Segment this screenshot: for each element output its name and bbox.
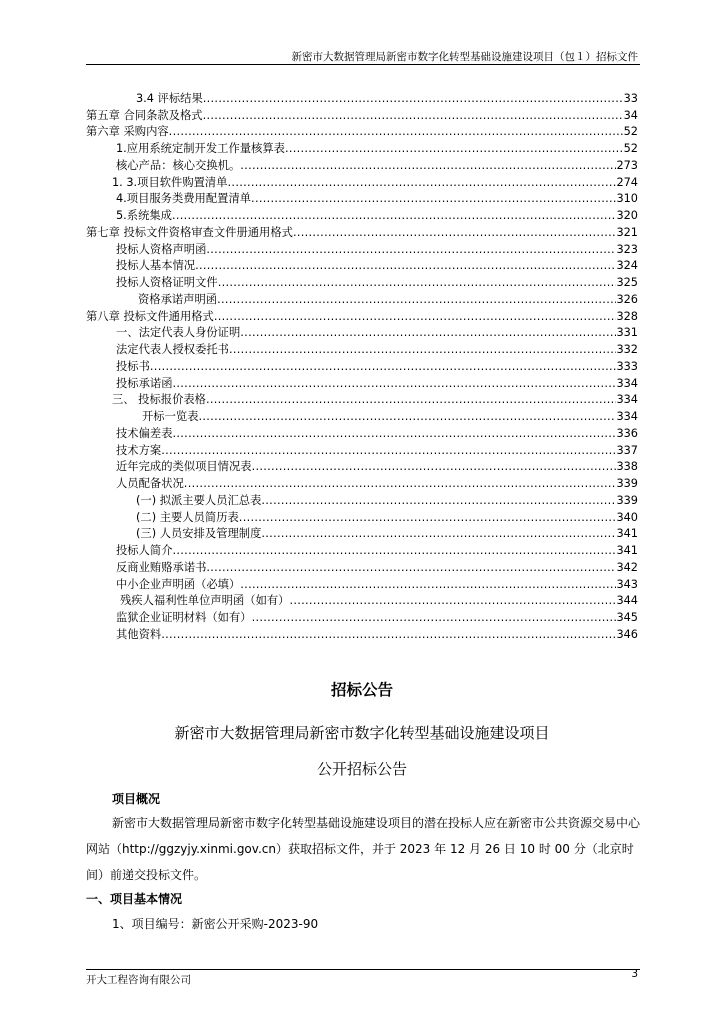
toc-entry[interactable] [86, 440, 638, 457]
toc-entry-title: 中小企业声明函（必填） [116, 577, 241, 591]
toc-entry-page: 33 [623, 91, 638, 105]
toc-leader-dots [228, 176, 617, 189]
table-of-contents [86, 88, 638, 641]
toc-leader-dots [203, 92, 624, 105]
toc-entry[interactable] [86, 323, 638, 340]
toc-entry[interactable] [86, 390, 638, 407]
toc-entry-title: 近年完成的类似项目情况表 [116, 460, 252, 474]
toc-leader-dots [261, 494, 616, 507]
toc-leader-dots [206, 243, 616, 256]
toc-entry-page: 341 [616, 544, 638, 557]
toc-entry-title: 第六章 采购内容 [86, 125, 169, 139]
toc-entry-page: 334 [616, 410, 638, 423]
toc-entry[interactable] [86, 574, 638, 591]
toc-entry-title: 一、法定代表人身份证明 [116, 326, 241, 340]
toc-leader-dots [239, 511, 617, 524]
toc-entry-page: 342 [616, 560, 638, 574]
toc-entry-page: 340 [616, 510, 638, 524]
toc-entry[interactable] [86, 172, 638, 189]
toc-entry-title: 投标人资格证明文件 [116, 276, 218, 289]
toc-leader-dots [173, 377, 617, 390]
toc-leader-dots [240, 578, 616, 591]
toc-entry-title: 3.4 评标结果 [136, 91, 203, 105]
toc-entry[interactable] [86, 88, 638, 105]
toc-entry[interactable] [86, 222, 638, 239]
toc-entry[interactable] [86, 239, 638, 256]
toc-entry-page: 310 [616, 192, 638, 206]
toc-entry-page: 34 [623, 108, 638, 122]
toc-entry-page: 334 [616, 376, 638, 390]
toc-entry[interactable] [86, 540, 638, 557]
toc-entry-page: 341 [616, 527, 638, 541]
toc-entry[interactable] [86, 406, 638, 423]
toc-entry[interactable] [86, 138, 638, 155]
toc-entry[interactable] [86, 339, 638, 356]
toc-entry-page: 346 [616, 627, 638, 641]
toc-entry-page: 325 [616, 276, 638, 289]
notice-subtitle: 公开招标公告 [316, 760, 407, 778]
toc-leader-dots [240, 326, 616, 339]
toc-entry-title: 三、 投标报价表格 [112, 393, 206, 407]
toc-entry-title: 投标承诺函 [116, 376, 173, 390]
toc-entry[interactable] [86, 524, 638, 541]
toc-leader-dots [161, 628, 616, 641]
footer-company: 开大工程咨询有限公司 [86, 974, 191, 986]
toc-entry[interactable] [86, 490, 638, 507]
toc-entry-page: 332 [616, 343, 638, 356]
toc-leader-dots [184, 477, 617, 490]
toc-entry[interactable] [86, 189, 638, 206]
toc-entry-title: 第七章 投标文件资格审查文件册通用格式 [86, 225, 293, 239]
toc-entry[interactable] [86, 272, 638, 289]
toc-entry[interactable] [86, 507, 638, 524]
toc-entry-title: 反商业贿赂承诺书 [116, 560, 207, 574]
toc-entry-page: 324 [616, 259, 638, 273]
toc-leader-dots [173, 544, 617, 557]
notice-heading: 招标公告 [330, 681, 393, 699]
toc-entry-page: 343 [616, 577, 638, 591]
overview-heading: 项目概况 [112, 792, 161, 806]
toc-leader-dots [229, 343, 616, 356]
toc-entry-page: 339 [616, 477, 638, 490]
toc-entry-page: 338 [616, 460, 638, 474]
toc-entry-title: 4.项目服务类费用配置清单 [116, 192, 252, 206]
toc-leader-dots [172, 209, 616, 222]
toc-leader-dots [150, 360, 617, 373]
toc-entry[interactable] [86, 423, 638, 440]
toc-entry[interactable] [86, 205, 638, 222]
toc-entry-page: 336 [616, 426, 638, 440]
toc-entry-title: 投标书 [116, 359, 150, 373]
toc-entry-title: 核心产品：核心交换机。 [116, 158, 241, 172]
toc-entry[interactable] [86, 356, 638, 373]
page-header-title: 新密市大数据管理局新密市数字化转型基础设施建设项目（包１）招标文件 [291, 51, 638, 63]
toc-leader-dots [206, 393, 616, 406]
toc-entry-page: 321 [616, 225, 638, 239]
toc-entry-title: 技术方案 [116, 443, 162, 457]
toc-entry-title: 1.应用系统定制开发工作量核算表 [116, 142, 285, 155]
toc-entry-page: 337 [616, 443, 638, 457]
toc-entry-page: 328 [616, 309, 638, 323]
toc-entry-page: 274 [616, 175, 638, 189]
toc-leader-dots [161, 444, 616, 457]
toc-leader-dots [240, 159, 616, 172]
toc-entry-page: 273 [616, 158, 638, 172]
toc-entry[interactable] [86, 557, 638, 574]
project-number-line: 1、项目编号：新密公开采购-2023-90 [112, 917, 319, 931]
toc-entry[interactable] [86, 457, 638, 474]
toc-leader-dots [251, 192, 616, 205]
toc-entry-title: 第八章 投标文件通用格式 [86, 309, 214, 323]
toc-entry-title: 开标一览表 [142, 410, 199, 423]
toc-leader-dots [199, 410, 617, 423]
toc-entry[interactable] [86, 473, 638, 490]
toc-entry[interactable] [86, 624, 638, 641]
toc-entry-title: (三) 人员安排及管理制度 [136, 527, 262, 541]
toc-leader-dots [195, 259, 616, 272]
project-title: 新密市大数据管理局新密市数字化转型基础设施建设项目 [174, 724, 550, 742]
toc-entry-title: 法定代表人授权委托书 [116, 343, 229, 356]
header-divider [86, 64, 640, 65]
toc-entry-page: 52 [623, 142, 638, 155]
toc-entry-page: 326 [616, 292, 638, 306]
toc-entry-title: (一) 拟派主要人员汇总表 [136, 493, 262, 507]
toc-entry[interactable] [86, 591, 638, 608]
toc-entry-page: 323 [616, 242, 638, 256]
toc-leader-dots [203, 109, 624, 122]
toc-entry[interactable] [86, 373, 638, 390]
toc-entry-title: 5.系统集成 [116, 209, 172, 222]
toc-leader-dots [252, 611, 617, 624]
toc-entry[interactable] [86, 256, 638, 273]
toc-entry-title: 投标人基本情况 [116, 259, 196, 273]
toc-leader-dots [218, 276, 617, 289]
toc-entry[interactable] [86, 289, 638, 306]
toc-leader-dots [252, 460, 617, 473]
toc-entry-page: 331 [616, 326, 638, 340]
toc-entry-page: 333 [616, 359, 638, 373]
toc-entry-title: (二) 主要人员简历表 [136, 510, 239, 524]
toc-leader-dots [169, 125, 624, 138]
overview-paragraph: 新密市大数据管理局新密市数字化转型基础设施建设项目的潜在投标人应在新密市公共资源交易中心网站（http://ggzyjy.xinmi.gov.cn）获取招标文件，并于 2023 年 12 月 26 日 10 时 00 分（北京时间）前递交投标文件。 [86, 816, 641, 882]
toc-leader-dots [206, 561, 616, 574]
toc-leader-dots [285, 142, 624, 155]
toc-leader-dots [261, 527, 616, 540]
toc-entry-title: 技术偏差表 [116, 426, 173, 440]
toc-leader-dots [214, 310, 617, 323]
toc-entry-page: 320 [616, 209, 638, 222]
toc-leader-dots [289, 594, 616, 607]
toc-entry-title: 资格承诺声明函 [138, 292, 218, 306]
toc-entry[interactable] [86, 122, 638, 139]
toc-entry-page: 345 [616, 611, 638, 624]
toc-entry-title: 投标人简介 [116, 544, 173, 557]
toc-leader-dots [293, 226, 617, 239]
footer-divider [86, 969, 640, 970]
toc-entry-page: 52 [623, 125, 638, 139]
toc-leader-dots [173, 427, 617, 440]
toc-entry-title: 监狱企业证明材料（如有） [116, 611, 252, 624]
toc-entry[interactable] [86, 306, 638, 323]
toc-entry[interactable] [86, 155, 638, 172]
toc-entry-page: 344 [616, 594, 638, 608]
toc-entry-page: 339 [616, 493, 638, 507]
section-basic-info-heading: 一、项目基本情况 [86, 892, 183, 906]
page-number: 3 [631, 968, 638, 980]
toc-entry[interactable] [86, 607, 638, 624]
toc-entry-title: 1. 3.项目软件购置清单 [112, 175, 228, 189]
toc-entry[interactable] [86, 105, 638, 122]
toc-entry-title: 投标人资格声明函 [116, 242, 207, 256]
toc-entry-page: 334 [616, 393, 638, 407]
toc-entry-title: 第五章 合同条款及格式 [86, 108, 203, 122]
toc-entry-title: 残疾人福利性单位声明函（如有） [120, 594, 290, 608]
toc-entry-title: 人员配备状况 [116, 477, 184, 490]
toc-leader-dots [217, 293, 616, 306]
toc-entry-title: 其他资料 [116, 627, 162, 641]
